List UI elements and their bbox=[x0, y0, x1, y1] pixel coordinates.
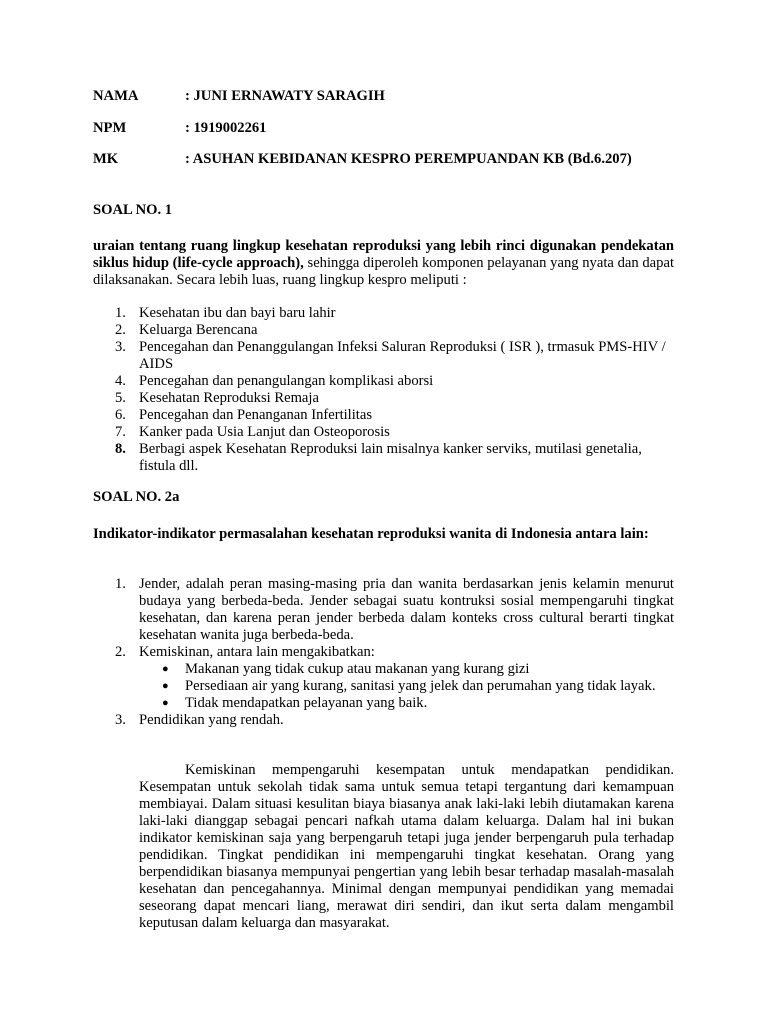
list-number: 2. bbox=[115, 644, 126, 660]
mk-value: : ASUHAN KEBIDANAN KESPRO PEREMPUANDAN KB (Bd.6.207) bbox=[185, 151, 632, 167]
list-text: Keluarga Berencana bbox=[139, 322, 258, 338]
list-item bbox=[93, 576, 674, 644]
nama-row bbox=[93, 88, 385, 105]
bullet-item bbox=[139, 695, 674, 712]
list-item bbox=[93, 305, 674, 322]
mk-label: MK bbox=[93, 151, 119, 167]
bullet-list bbox=[139, 661, 674, 712]
list-item bbox=[93, 712, 674, 729]
list-item bbox=[93, 390, 674, 407]
list-number: 4. bbox=[115, 373, 126, 389]
list-number: 3. bbox=[115, 712, 126, 728]
list-text: Kanker pada Usia Lanjut dan Osteoporosis bbox=[139, 424, 390, 440]
list-number: 1. bbox=[115, 576, 126, 592]
list-item bbox=[93, 441, 674, 475]
list-text: Kesehatan Reproduksi Remaja bbox=[139, 390, 319, 406]
list-item bbox=[93, 407, 674, 424]
soal1-intro bbox=[93, 238, 674, 289]
npm-row bbox=[93, 120, 266, 137]
mk-row bbox=[93, 151, 632, 168]
list-number: 3. bbox=[115, 339, 126, 355]
soal1-heading: SOAL NO. 1 bbox=[93, 202, 173, 218]
list-number: 5. bbox=[115, 390, 126, 406]
list-number: 6. bbox=[115, 407, 126, 423]
soal1-intro-rest: sehingga diperoleh komponen pelayanan yang nyata dan dapat dilaksanakan. Secara lebih luas, ruang lingkup kespro meliputi : bbox=[93, 255, 674, 288]
list-item bbox=[93, 322, 674, 339]
bullet-text: Persediaan air yang kurang, sanitasi yang jelek dan perumahan yang tidak layak. bbox=[185, 678, 656, 694]
soal1-intro-bold: uraian tentang ruang lingkup kesehatan reproduksi yang lebih rinci digunakan pendekatan siklus hidup (life-cycle approach), bbox=[93, 238, 674, 271]
list-text: Kesehatan ibu dan bayi baru lahir bbox=[139, 305, 336, 321]
list-item bbox=[93, 424, 674, 441]
bullet-item bbox=[139, 661, 674, 678]
soal2a-list bbox=[93, 576, 674, 729]
bullet-text: Makanan yang tidak cukup atau makanan yang kurang gizi bbox=[185, 661, 530, 677]
education-paragraph: Kemiskinan mempengaruhi kesempatan untuk mendapatkan pendidikan. Kesempatan untuk sekolah tidak sama untuk semua tetapi tergantung dari kemampuan membiayai. Dalam situasi kesulitan biaya biasanya anak laki-laki lebih diutamakan karena laki-laki dianggap sebagai pencari nafkah utama dalam keluarga. Dalam hal ini bukan indikator kemiskinan saja yang berpengaruh tetapi juga jender berpengaruh pula terhadap pendidikan. Tingkat pendidikan ini mempengaruhi tingkat kesehatan. Orang yang berpendidikan biasanya mempunyai pengertian yang lebih besar terhadap masalah-masalah kesehatan dan pencegahannya. Minimal dengan mempunyai pendidikan yang memadai seseorang dapat mencari liang, merawat diri sendiri, dan ikut serta dalam mengambil keputusan dalam keluarga dan masyarakat. bbox=[139, 762, 674, 931]
bullet-item bbox=[139, 678, 674, 695]
list-item bbox=[93, 373, 674, 390]
nama-value: : JUNI ERNAWATY SARAGIH bbox=[185, 88, 385, 104]
npm-label: NPM bbox=[93, 120, 127, 136]
soal2a-heading: SOAL NO. 2a bbox=[93, 489, 180, 505]
soal2a-intro: Indikator-indikator permasalahan kesehatan reproduksi wanita di Indonesia antara lain: bbox=[93, 526, 649, 542]
nama-label: NAMA bbox=[93, 88, 139, 104]
list-item bbox=[93, 644, 674, 712]
list-number: 8. bbox=[115, 441, 126, 457]
bullet-icon: ● bbox=[162, 663, 169, 675]
soal1-list bbox=[93, 305, 674, 475]
list-text: Pencegahan dan Penanganan Infertilitas bbox=[139, 407, 373, 423]
npm-value: : 1919002261 bbox=[185, 120, 267, 136]
list-text: Pencegahan dan Penanggulangan Infeksi Saluran Reproduksi ( ISR ), trmasuk PMS-HIV / AIDS bbox=[139, 339, 666, 372]
list-text: Berbagi aspek Kesehatan Reproduksi lain misalnya kanker serviks, mutilasi genetalia, fistula dll. bbox=[139, 441, 642, 474]
bullet-icon: ● bbox=[162, 697, 169, 709]
list-text: Kemiskinan, antara lain mengakibatkan: bbox=[139, 644, 375, 660]
list-item bbox=[93, 339, 674, 373]
bullet-text: Tidak mendapatkan pelayanan yang baik. bbox=[185, 695, 428, 711]
bullet-icon: ● bbox=[162, 680, 169, 692]
list-number: 7. bbox=[115, 424, 126, 440]
list-number: 1. bbox=[115, 305, 126, 321]
list-text: Jender, adalah peran masing-masing pria dan wanita berdasarkan jenis kelamin menurut budaya yang berbeda-beda. Jender sebagai suatu kontruksi sosial mempengaruhi tingkat kesehatan, dan karena peran jender berbeda dalam konteks cross cultural berarti tingkat kesehatan wanita juga berbeda-beda. bbox=[139, 576, 674, 643]
list-text: Pencegahan dan penangulangan komplikasi aborsi bbox=[139, 373, 434, 389]
list-number: 2. bbox=[115, 322, 126, 338]
list-text: Pendidikan yang rendah. bbox=[139, 712, 284, 728]
